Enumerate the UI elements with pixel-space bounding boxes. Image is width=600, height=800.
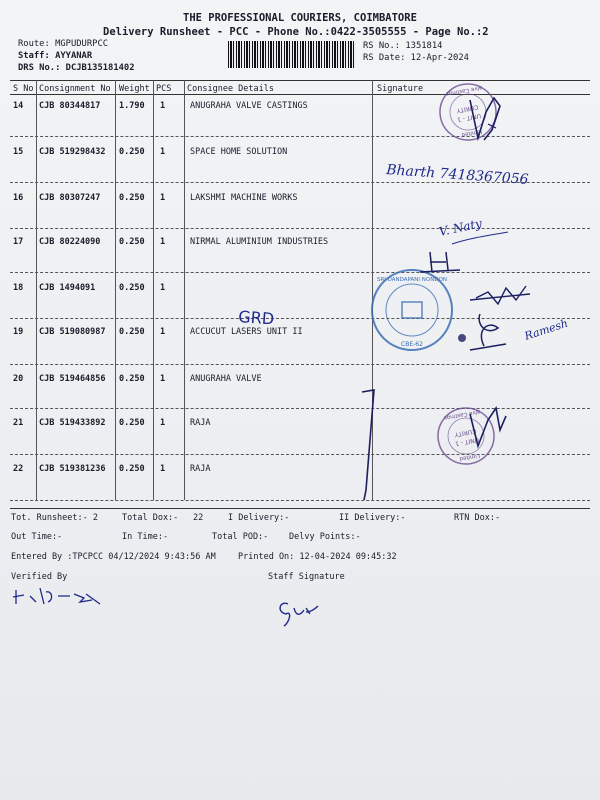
col-sno: S No [13,84,34,94]
stamp-text: alve Castings [445,84,483,97]
company-title: THE PROFESSIONAL COURIERS, COIMBATORE [183,12,417,24]
out-time: Out Time:- [11,532,63,542]
rtn-dox: RTN Dox:- [454,513,501,523]
row-sno: 16 [13,193,24,203]
row-consignment: CJB 519080987 [39,327,106,337]
stamp-text: CBE-62 [401,341,423,348]
verified-by-signature [13,588,100,604]
row-pcs: 1 [160,147,166,157]
row-consignee: NIRMAL ALUMINIUM INDUSTRIES [190,237,329,247]
staff-signature-label: Staff Signature [268,572,345,582]
stamp-text: SRI DANDAPANI NONDON [376,277,448,283]
in-time: In Time:- [122,532,169,542]
rs-date: RS Date: 12-Apr-2024 [363,53,469,63]
printed-on: Printed On: 12-04-2024 09:45:32 [238,552,397,562]
row-consignment: CJB 80344817 [39,101,101,111]
signature-row18 [470,286,530,304]
row-pcs: 1 [160,418,166,428]
row-pcs: 1 [160,327,166,337]
total-pod: Total POD:- [212,532,269,542]
row-weight: 0.250 [119,283,145,293]
row-weight: 0.250 [119,193,145,203]
row-consignee: RAJA [190,464,211,474]
rs-no: RS No.: 1351814 [363,41,443,51]
row-consignment: CJB 519298432 [39,147,106,157]
signature-row17 [420,252,460,272]
stamp-text: CURITY [456,103,479,114]
row-sno: 21 [13,418,24,428]
staff-signature [280,603,318,626]
col-consignee: Consignee Details [187,84,274,94]
row15-handwritten-note: Bharth 7418367056 [385,162,530,188]
row-sno: 22 [13,464,24,474]
row-consignment: CJB 519433892 [39,418,106,428]
row-weight: 0.250 [119,464,145,474]
total-runsheet: Tot. Runsheet:- 2 [11,513,98,523]
signature-row19 [470,314,506,350]
col-pcs: PCS [156,84,172,94]
row-consignment: CJB 80307247 [39,193,101,203]
round-company-stamp [372,270,452,350]
row-weight: 0.250 [119,147,145,157]
row-consignee: SPACE HOME SOLUTION [190,147,288,157]
total-dox-label: Total Dox:- [122,513,179,523]
i-delivery: I Delivery:- [228,513,290,523]
row-consignment: CJB 1494091 [39,283,96,293]
row19-second-signature: Ramesh [522,316,570,343]
col-signature: Signature [377,84,424,94]
row-weight: 1.790 [119,101,145,111]
stamp-text: UNIT - 1 [454,435,480,447]
col-weight: Weight [119,84,150,94]
row-consignment: CJB 80224090 [39,237,101,247]
row-consignee: ANUGRAHA VALVE [190,374,262,384]
row-sno: 18 [13,283,24,293]
row-sno: 19 [13,327,24,337]
staff-label: Staff: AYYANAR [18,51,93,61]
row-pcs: 1 [160,101,166,111]
verified-by: Verified By [11,572,68,582]
route-label: Route: MGPUDURPCC [18,39,109,49]
row-sno: 20 [13,374,24,384]
row-pcs: 1 [160,237,166,247]
total-dox-value: 22 [193,513,204,523]
stamp-text: Limited [461,127,483,138]
bracket-stroke [362,390,374,500]
entered-by: Entered By :TPCPCC 04/12/2024 9:43:56 AM [11,552,216,562]
row-consignee: LAKSHMI MACHINE WORKS [190,193,298,203]
row-sno: 14 [13,101,24,111]
stamp-text: Limited [459,451,481,462]
row19-handwritten-note: GRD [237,307,275,329]
ii-delivery: II Delivery:- [339,513,406,523]
row-pcs: 1 [160,193,166,203]
row-consignee: RAJA [190,418,211,428]
stamp-text: UNIT - 1 [456,111,482,123]
row-weight: 0.250 [119,237,145,247]
row-weight: 0.250 [119,327,145,337]
row-pcs: 1 [160,283,166,293]
row-weight: 0.250 [119,418,145,428]
unit-stamp-top [436,80,501,145]
row-weight: 0.250 [119,374,145,384]
stamp-text: alve Castings [443,408,481,421]
stamp-text: CURITY [454,427,477,438]
row16-signature: V. Naty [437,216,484,239]
row-sno: 15 [13,147,24,157]
row-pcs: 1 [160,464,166,474]
row-consignee: ANUGRAHA VALVE CASTINGS [190,101,308,111]
ink-blot [458,334,466,342]
col-consignment: Consignment No [39,84,111,94]
row-consignee: ACCUCUT LASERS UNIT II [190,327,303,337]
row-consignment: CJB 519464856 [39,374,106,384]
row-sno: 17 [13,237,24,247]
row-consignment: CJB 519381236 [39,464,106,474]
unit-stamp-bottom [434,404,499,469]
drs-label: DRS No.: DCJB135181402 [18,63,135,73]
row-pcs: 1 [160,374,166,384]
delvy-points: Delvy Points:- [289,532,361,542]
runsheet-subtitle: Delivery Runsheet - PCC - Phone No.:0422-3505555 - Page No.:2 [103,26,489,38]
